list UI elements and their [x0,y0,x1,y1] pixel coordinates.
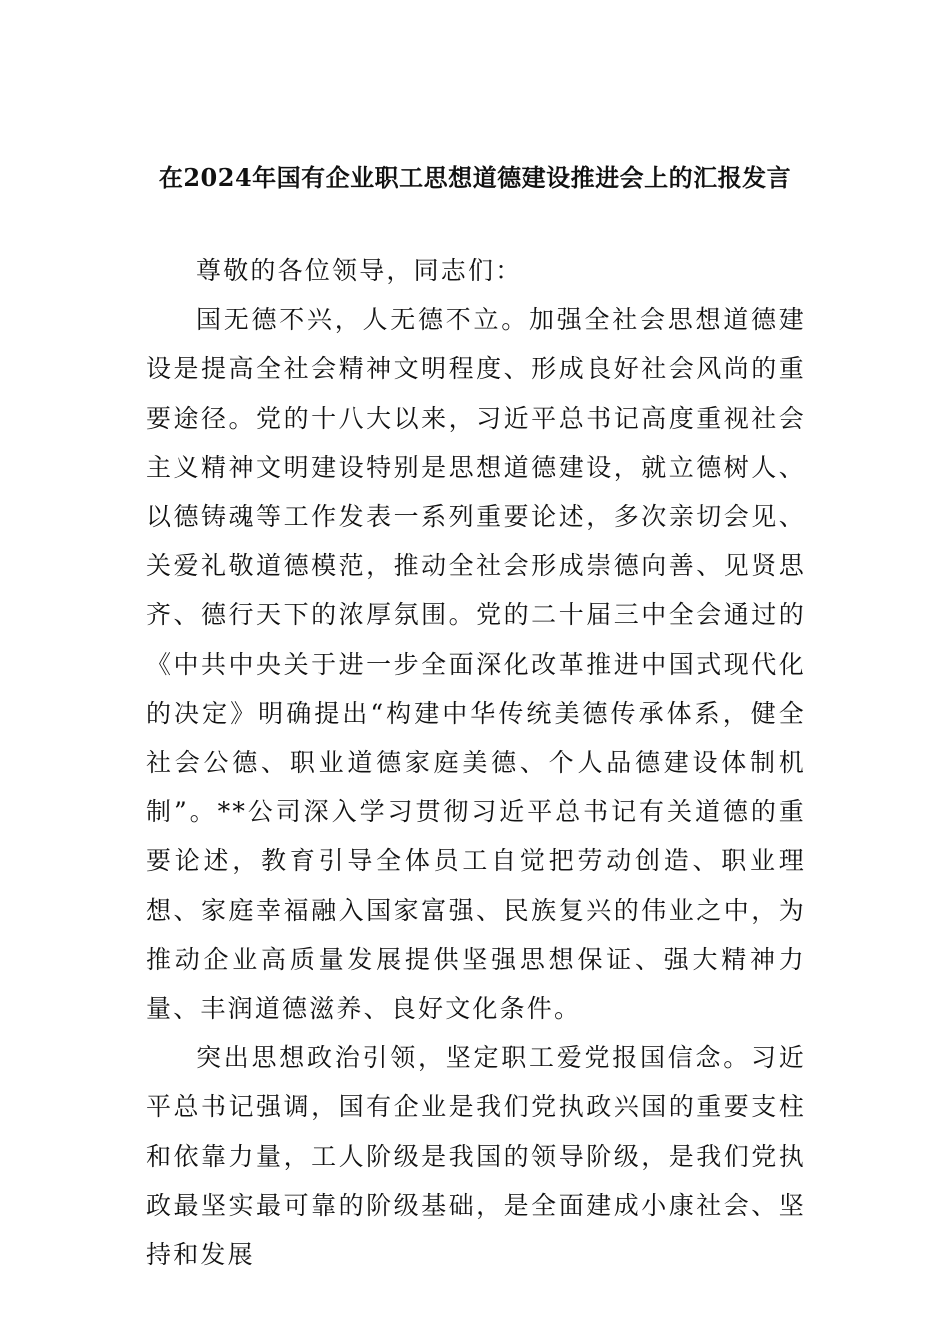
paragraph-political-guidance: 突出思想政治引领，坚定职工爱党报国信念。习近平总书记强调，国有企业是我们党执政兴国的重要支柱和依靠力量，工人阶级是我国的领导阶级，是我们党执政最坚实最可靠的阶级基础，是全面建成小康社会、坚持和发展 [146,1043,806,1270]
salutation: 尊敬的各位领导，同志们： [196,256,523,285]
paragraph-intro: 国无德不兴，人无德不立。加强全社会思想道德建设是提高全社会精神文明程度、形成良好社会风尚的重要途径。党的十八大以来，习近平总书记高度重视社会主义精神文明建设特别是思想道德建设，就立德树人、以德铸魂等工作发表一系列重要论述，多次亲切会见、关爱礼敬道德模范，推动全社会形成崇德向善、见贤思齐、德行天下的浓厚氛围。党的二十届三中全会通过的《中共中央关于进一步全面深化改革推进中国式现代化的决定》明确提出“构建中华传统美德传承体系，健全社会公德、职业道德家庭美德、个人品德建设体制机制”。**公司深入学习贯彻习近平总书记有关道德的重要论述，教育引导全体员工自觉把劳动创造、职业理想、家庭幸福融入国家富强、民族复兴的伟业之中，为推动企业高质量发展提供坚强思想保证、强大精神力量、丰润道德滋养、良好文化条件。 [146,305,806,1024]
document-title: 在2024年国有企业职工思想道德建设推进会上的汇报发言 [158,163,792,192]
document-body [146,246,806,1279]
